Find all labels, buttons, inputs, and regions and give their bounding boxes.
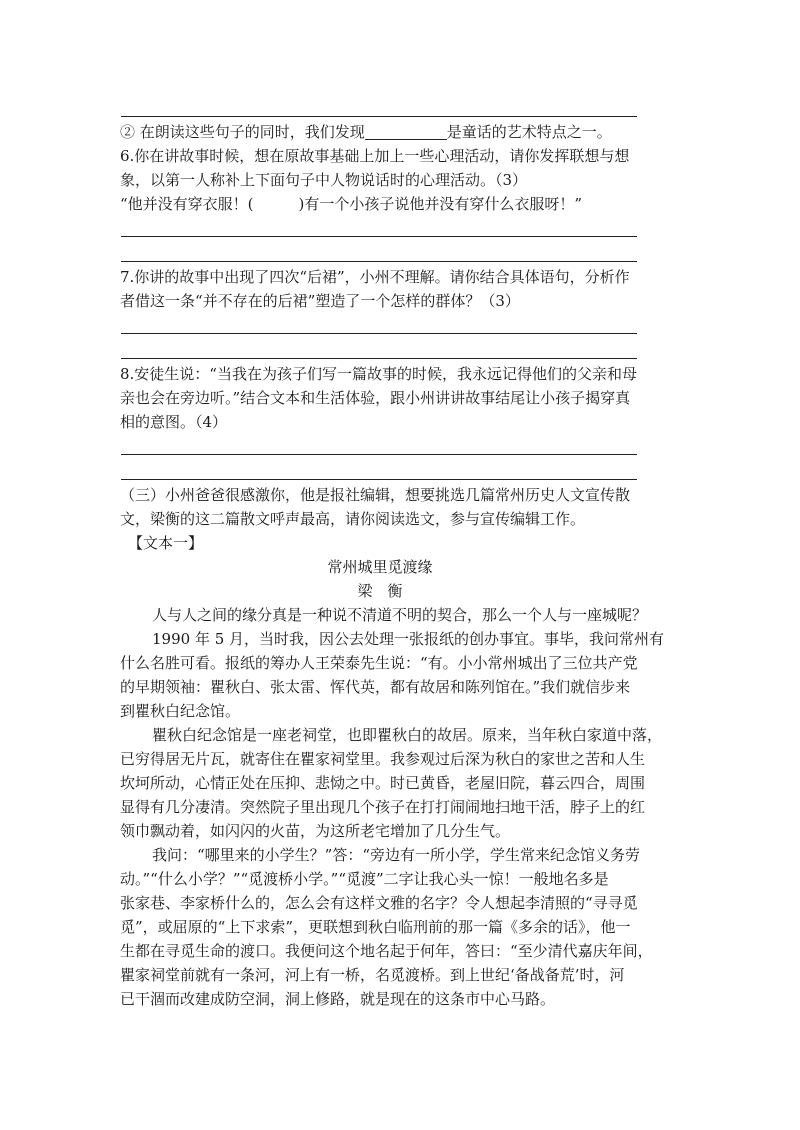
- question-6-quote: “他并没有穿衣服！( )有一个小孩子说他并没有穿什么衣服呀！”: [120, 195, 583, 213]
- article-line: 到瞿秋白纪念馆。: [120, 702, 241, 720]
- article-line: 已穷得居无片瓦，就寄住在瞿家祠堂里。我参观过后深为秋白的家世之苦和人生: [120, 750, 646, 768]
- question-8-line-3: 相的意图。（4）: [120, 413, 228, 431]
- answer-line[interactable]: [121, 236, 637, 237]
- answer-line[interactable]: [121, 116, 637, 117]
- question-6-line-1: 6.你在讲故事时候，想在原故事基础上加上一些心理活动，请你发挥联想与想: [120, 147, 630, 165]
- answer-line[interactable]: [121, 358, 637, 359]
- article-line: 张家巷、李家桥什么的，怎么会有这样文雅的名字？令人想起李清照的“寻寻觅: [120, 894, 638, 912]
- article-line: 生都在寻觅生命的渡口。我便问这个地名起于何年，答曰：“至少清代嘉庆年间，: [120, 942, 653, 960]
- article-line: 瞿家祠堂前就有一条河，河上有一桥，名觅渡桥。到上世纪‘备战备荒’时，河: [120, 966, 625, 984]
- article-line: 的早期领袖：瞿秋白、张太雷、恽代英，都有故居和陈列馆在。”我们就信步来: [120, 678, 631, 696]
- article-author: 梁 衡: [357, 582, 403, 600]
- answer-line[interactable]: [121, 333, 637, 334]
- item-2-text-end: 是童话的艺术特点之一。: [446, 123, 612, 141]
- article-line: 动。”“什么小学？”“觅渡桥小学。”“觅渡”二字让我心头一惊！一般地名多是: [120, 870, 609, 888]
- article-line: 觅”，或屈原的“上下求索”，更联想到秋白临刑前的那一篇《多余的话》，他一: [120, 918, 631, 936]
- question-8-line-2: 亲也会在旁边听。”结合文本和生活体验，跟小州讲讲故事结尾让小孩子揭穿真: [120, 389, 631, 407]
- article-line: 1990 年 5 月，当时我，因公去处理一张报纸的创办事宜。事毕，我问常州有: [152, 630, 665, 648]
- article-line: 什么名胜可看。报纸的筹办人王荣泰先生说：“有。小小常州城出了三位共产党: [120, 654, 638, 672]
- question-5-item-2: [120, 122, 612, 143]
- answer-line[interactable]: [121, 261, 637, 262]
- article-line: 人与人之间的缘分真是一种说不清道不明的契合，那么一个人与一座城呢？: [152, 606, 648, 624]
- article-line: 坎坷所动，心情正处在压抑、悲恸之中。时已黄昏，老屋旧院，暮云四合，周围: [120, 774, 646, 792]
- article-line: 我问：“哪里来的小学生？”答：“旁边有一所小学，学生常来纪念馆义务劳: [152, 846, 641, 864]
- article-line: 已干涸而改建成防空洞，洞上修路，就是现在的这条市中心马路。: [120, 990, 556, 1008]
- item-2-text-start: ② 在朗读这些句子的同时，我们发现: [120, 123, 365, 141]
- article-line: 瞿秋白纪念馆是一座老祠堂，也即瞿秋白的故居。原来，当年秋白家道中落，: [152, 726, 663, 744]
- section-3-intro-line-2: 文，梁衡的这二篇散文呼声最高，请你阅读选文，参与宣传编辑工作。: [120, 510, 586, 528]
- article-line: 显得有几分凄清。突然院子里出现几个孩子在打打闹闹地扫地干活，脖子上的红: [120, 798, 646, 816]
- question-7-line-1: 7.你讲的故事中出现了四次“后裙”，小州不理解。请你结合具体语句，分析作: [120, 268, 630, 286]
- question-6-line-2: 象，以第一人称补上下面句子中人物说话时的心理活动。（3）: [120, 171, 528, 189]
- fill-in-blank[interactable]: [365, 124, 447, 140]
- answer-line[interactable]: [121, 454, 637, 455]
- answer-line[interactable]: [121, 479, 637, 480]
- article-title: 常州城里觅渡缘: [327, 558, 433, 576]
- article-line: 领巾飘动着，如闪闪的火苗，为这所老宅增加了几分生气。: [120, 822, 511, 840]
- section-3-intro-line-1: （三）小州爸爸很感激你，他是报社编辑，想要挑选几篇常州历史人文宣传散: [120, 486, 631, 504]
- question-8-line-1: 8.安徒生说：“当我在为孩子们写一篇故事的时候，我永远记得他们的父亲和母: [120, 365, 637, 383]
- question-7-line-2: 者借这一条“并不存在的后裙”塑造了一个怎样的群体？（3）: [120, 292, 520, 310]
- text-one-label: 【文本一】: [128, 534, 204, 552]
